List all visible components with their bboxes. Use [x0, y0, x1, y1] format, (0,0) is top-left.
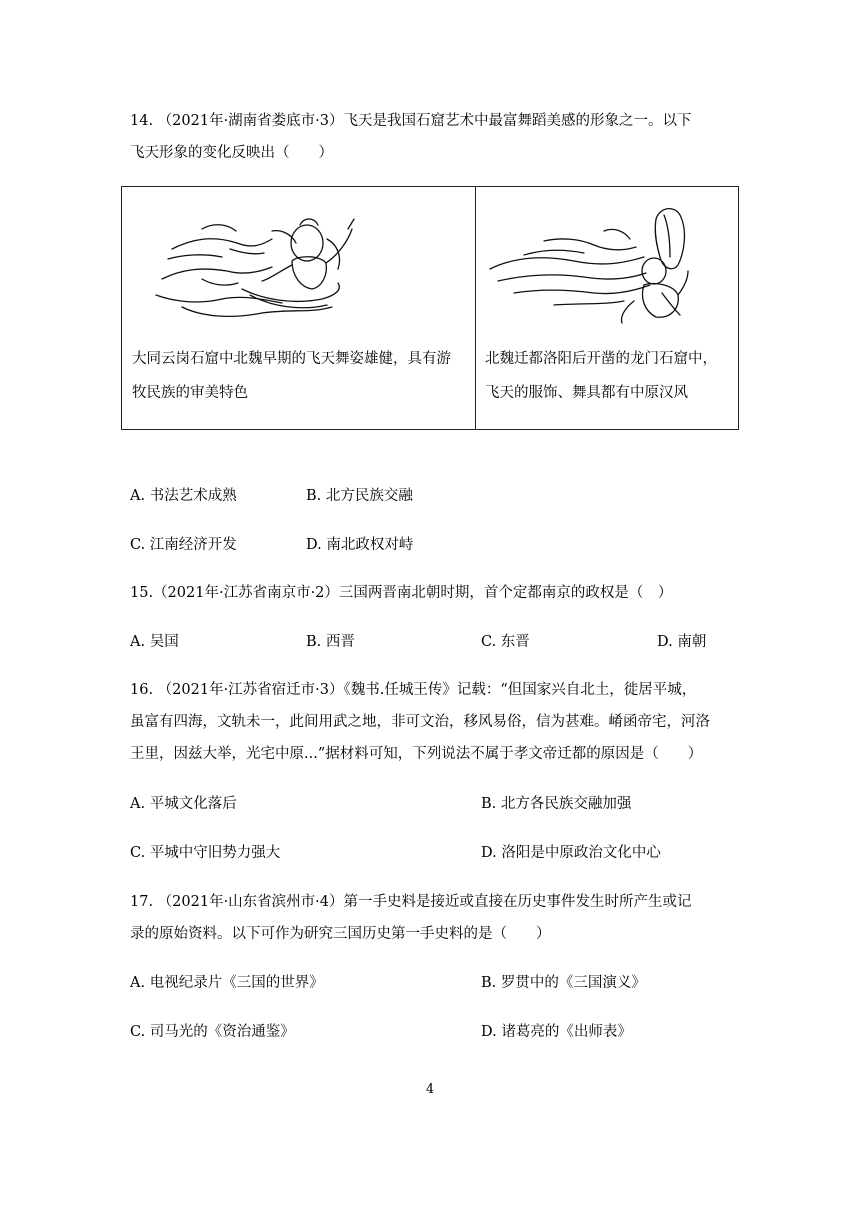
q17-option-c[interactable]: C. 司马光的《资治通鉴》 — [130, 1024, 295, 1040]
longmen-feitian-illustration — [484, 201, 716, 329]
q17-stem-line2: 录的原始资料。以下可作为研究三国历史第一手史料的是（ ） — [130, 926, 551, 942]
q16-option-b[interactable]: B. 北方各民族交融加强 — [481, 796, 632, 812]
q14-option-b[interactable]: B. 北方民族交融 — [306, 488, 413, 504]
q14-option-d[interactable]: D. 南北政权对峙 — [306, 537, 414, 553]
q14-option-a[interactable]: A. 书法艺术成熟 — [130, 488, 237, 504]
right-caption-line1: 北魏迁都洛阳后开凿的龙门石窟中， — [485, 351, 717, 367]
table-divider — [475, 187, 476, 429]
q17-option-a[interactable]: A. 电视纪录片《三国的世界》 — [130, 975, 324, 991]
q14-option-c[interactable]: C. 江南经济开发 — [130, 537, 237, 553]
right-caption-line2: 飞天的服饰、舞具都有中原汉风 — [485, 385, 688, 401]
q16-stem-line2: 虽富有四海，文轨未一，此间用武之地，非可文治，移风易俗，信为甚难。崤函帝宅，河洛 — [130, 714, 710, 730]
q15-option-b[interactable]: B. 西晋 — [306, 634, 355, 650]
q15-option-d[interactable]: D. 南朝 — [657, 634, 707, 650]
page-number: 4 — [425, 1082, 435, 1097]
q17-option-d[interactable]: D. 诸葛亮的《出师表》 — [481, 1024, 632, 1040]
yungang-feitian-illustration — [142, 209, 362, 327]
q14-stem-line2: 飞天形象的变化反映出（ ） — [130, 145, 333, 161]
q16-option-d[interactable]: D. 洛阳是中原政治文化中心 — [481, 845, 661, 861]
q15-option-a[interactable]: A. 吴国 — [130, 634, 179, 650]
q17-stem-line1: 17. （2021年·山东省滨州市·4）第一手史料是接近或直接在历史事件发生时所产生或记 — [130, 894, 692, 910]
q15-option-c[interactable]: C. 东晋 — [481, 634, 530, 650]
q16-option-a[interactable]: A. 平城文化落后 — [130, 796, 237, 812]
q16-stem-line1: 16. （2021年·江苏省宿迁市·3）《魏书.任城王传》记载：“但国家兴自北土，徙居平城， — [130, 682, 697, 698]
left-caption-line1: 大同云岗石窟中北魏早期的飞天舞姿雄健，具有游 — [132, 351, 451, 367]
q14-stem-line1: 14. （2021年·湖南省娄底市·3）飞天是我国石窟艺术中最富舞蹈美感的形象之一。以下 — [130, 113, 692, 129]
q16-stem-line3: 王里，因兹大举，光宅中原...”据材料可知，下列说法不属于孝文帝迁都的原因是（ ） — [130, 746, 703, 762]
left-caption-line2: 牧民族的审美特色 — [132, 385, 248, 401]
q14-image-table — [121, 186, 739, 430]
q16-option-c[interactable]: C. 平城中守旧势力强大 — [130, 845, 281, 861]
q15-stem-line1: 15.（2021年·江苏省南京市·2）三国两晋南北朝时期，首个定都南京的政权是（ ） — [130, 585, 673, 601]
q17-option-b[interactable]: B. 罗贯中的《三国演义》 — [481, 975, 646, 991]
